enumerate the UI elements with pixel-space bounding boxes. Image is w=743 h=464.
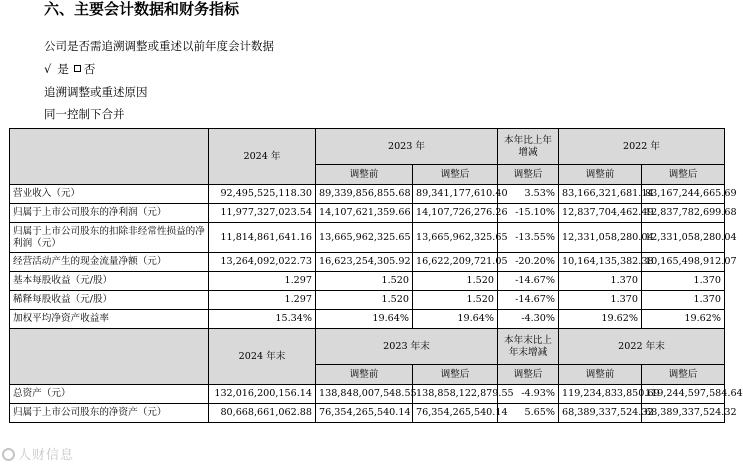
header-2022-before: 调整前 [559,165,642,185]
cell-2023-before: 14,107,621,359.66 [316,204,413,223]
cell-change: -4.93% [498,385,559,404]
table-row [10,185,725,204]
cell-2022-after: 83,167,244,665.69 [642,185,725,204]
answer-no: 否 [83,62,96,76]
header-2023-after: 调整后 [413,365,498,385]
cell-2022-before: 119,234,833,850.69 [559,385,642,404]
header-2022-after: 调整后 [642,365,725,385]
cell-change: -20.20% [498,253,559,272]
financial-data-table [9,128,743,423]
header-change-after: 调整后 [498,165,559,185]
cell-2024: 80,668,661,062.88 [209,404,316,423]
cell-2023-after: 14,107,726,276.26 [413,204,498,223]
cell-2024: 92,495,525,118.30 [209,185,316,204]
watermark-text: 人财信息 [18,448,75,463]
table-row [10,404,725,423]
header-2022-after: 调整后 [642,165,725,185]
cell-2024: 1.297 [209,291,316,310]
cell-2023-after: 1.520 [413,272,498,291]
cell-2023-before: 13,665,962,325.65 [316,223,413,253]
table2-header-row [10,329,725,365]
cell-2022-before: 83,166,321,681.14 [559,185,642,204]
restatement-question: 公司是否需追溯调整或重述以前年度会计数据 [44,39,274,53]
row-label: 稀释每股收益（元/股） [10,291,209,310]
row-label: 归属于上市公司股东的扣除非经常性损益的净利润（元） [10,223,209,253]
header-2022: 2022 年 [559,129,725,165]
table-row [10,291,725,310]
header-2023-before: 调整前 [316,165,413,185]
row-label: 加权平均净资产收益率 [10,310,209,329]
table-row [10,204,725,223]
cell-2023-before: 89,339,856,855.68 [316,185,413,204]
cell-2024: 11,814,861,641.16 [209,223,316,253]
cell-2023-before: 1.520 [316,272,413,291]
row-label: 归属于上市公司股东的净资产（元） [10,404,209,423]
cell-2023-after: 16,622,209,721.05 [413,253,498,272]
header-2023-end: 2023 年末 [316,329,498,365]
table-row [10,385,725,404]
cell-2022-before: 10,164,135,382.38 [559,253,642,272]
cell-2022-after: 12,331,058,280.04 [642,223,725,253]
cell-2022-before: 12,837,704,462.49 [559,204,642,223]
cell-2022-before: 1.370 [559,272,642,291]
header-corner [10,329,209,385]
cell-2022-after: 1.370 [642,291,725,310]
cell-2022-after: 1.370 [642,272,725,291]
header-2024: 2024 年 [209,129,316,185]
row-label: 营业收入（元） [10,185,209,204]
cell-2022-before: 12,331,058,280.04 [559,223,642,253]
restatement-answer [44,61,95,77]
cell-2022-before: 19.62% [559,310,642,329]
cell-2022-before: 68,389,337,524.32 [559,404,642,423]
restatement-reason-label: 追溯调整或重述原因 [44,85,148,99]
cell-2024: 132,016,200,156.14 [209,385,316,404]
row-label: 经营活动产生的现金流量净额（元） [10,253,209,272]
cell-2022-before: 1.370 [559,291,642,310]
cell-change: -14.67% [498,272,559,291]
header-2023: 2023 年 [316,129,498,165]
header-change: 本年比上年增减 [498,129,559,165]
cell-2024: 15.34% [209,310,316,329]
cell-change: -15.10% [498,204,559,223]
restatement-reason-value: 同一控制下合并 [44,107,125,121]
cell-2024: 13,264,092,022.73 [209,253,316,272]
cell-2023-after: 13,665,962,325.65 [413,223,498,253]
checkbox-icon [74,65,81,72]
table-row [10,272,725,291]
cell-2022-after: 12,837,782,699.68 [642,204,725,223]
header-2023-before: 调整前 [316,365,413,385]
cell-change: -13.55% [498,223,559,253]
cell-change: 5.65% [498,404,559,423]
section-heading: 六、主要会计数据和财务指标 [44,0,240,18]
cell-2022-after: 10,165,498,912.07 [642,253,725,272]
cell-2023-after: 76,354,265,540.14 [413,404,498,423]
cell-2023-after: 19.64% [413,310,498,329]
cell-2023-after: 1.520 [413,291,498,310]
header-2023-after: 调整后 [413,165,498,185]
table-row [10,253,725,272]
cell-2022-after: 119,244,597,584.64 [642,385,725,404]
row-label: 基本每股收益（元/股） [10,272,209,291]
row-label: 归属于上市公司股东的净利润（元） [10,204,209,223]
cell-2022-after: 68,389,337,524.32 [642,404,725,423]
cell-2023-before: 16,623,254,305.92 [316,253,413,272]
cell-2023-before: 1.520 [316,291,413,310]
table-row [10,310,725,329]
cell-2022-after: 19.62% [642,310,725,329]
cell-2023-after: 138,858,122,879.55 [413,385,498,404]
answer-yes: 是 [57,62,69,76]
cell-2024: 1.297 [209,272,316,291]
cell-2024: 11,977,327,023.54 [209,204,316,223]
table1-header-row [10,129,725,165]
header-change-end: 本年末比上年末增减 [498,329,559,365]
cell-change: -14.67% [498,291,559,310]
row-label: 总资产（元） [10,385,209,404]
watermark [2,444,74,463]
table-row [10,223,725,253]
cell-change: 3.53% [498,185,559,204]
header-2024-end: 2024 年末 [209,329,316,385]
checkmark-icon: √ [44,62,52,76]
watermark-logo-icon [2,448,15,461]
header-change-after: 调整后 [498,365,559,385]
cell-change: -4.30% [498,310,559,329]
header-2022-before: 调整前 [559,365,642,385]
cell-2023-before: 76,354,265,540.14 [316,404,413,423]
cell-2023-after: 89,341,177,610.40 [413,185,498,204]
header-corner [10,129,209,185]
cell-2023-before: 19.64% [316,310,413,329]
header-2022-end: 2022 年末 [559,329,725,365]
cell-2023-before: 138,848,007,548.55 [316,385,413,404]
